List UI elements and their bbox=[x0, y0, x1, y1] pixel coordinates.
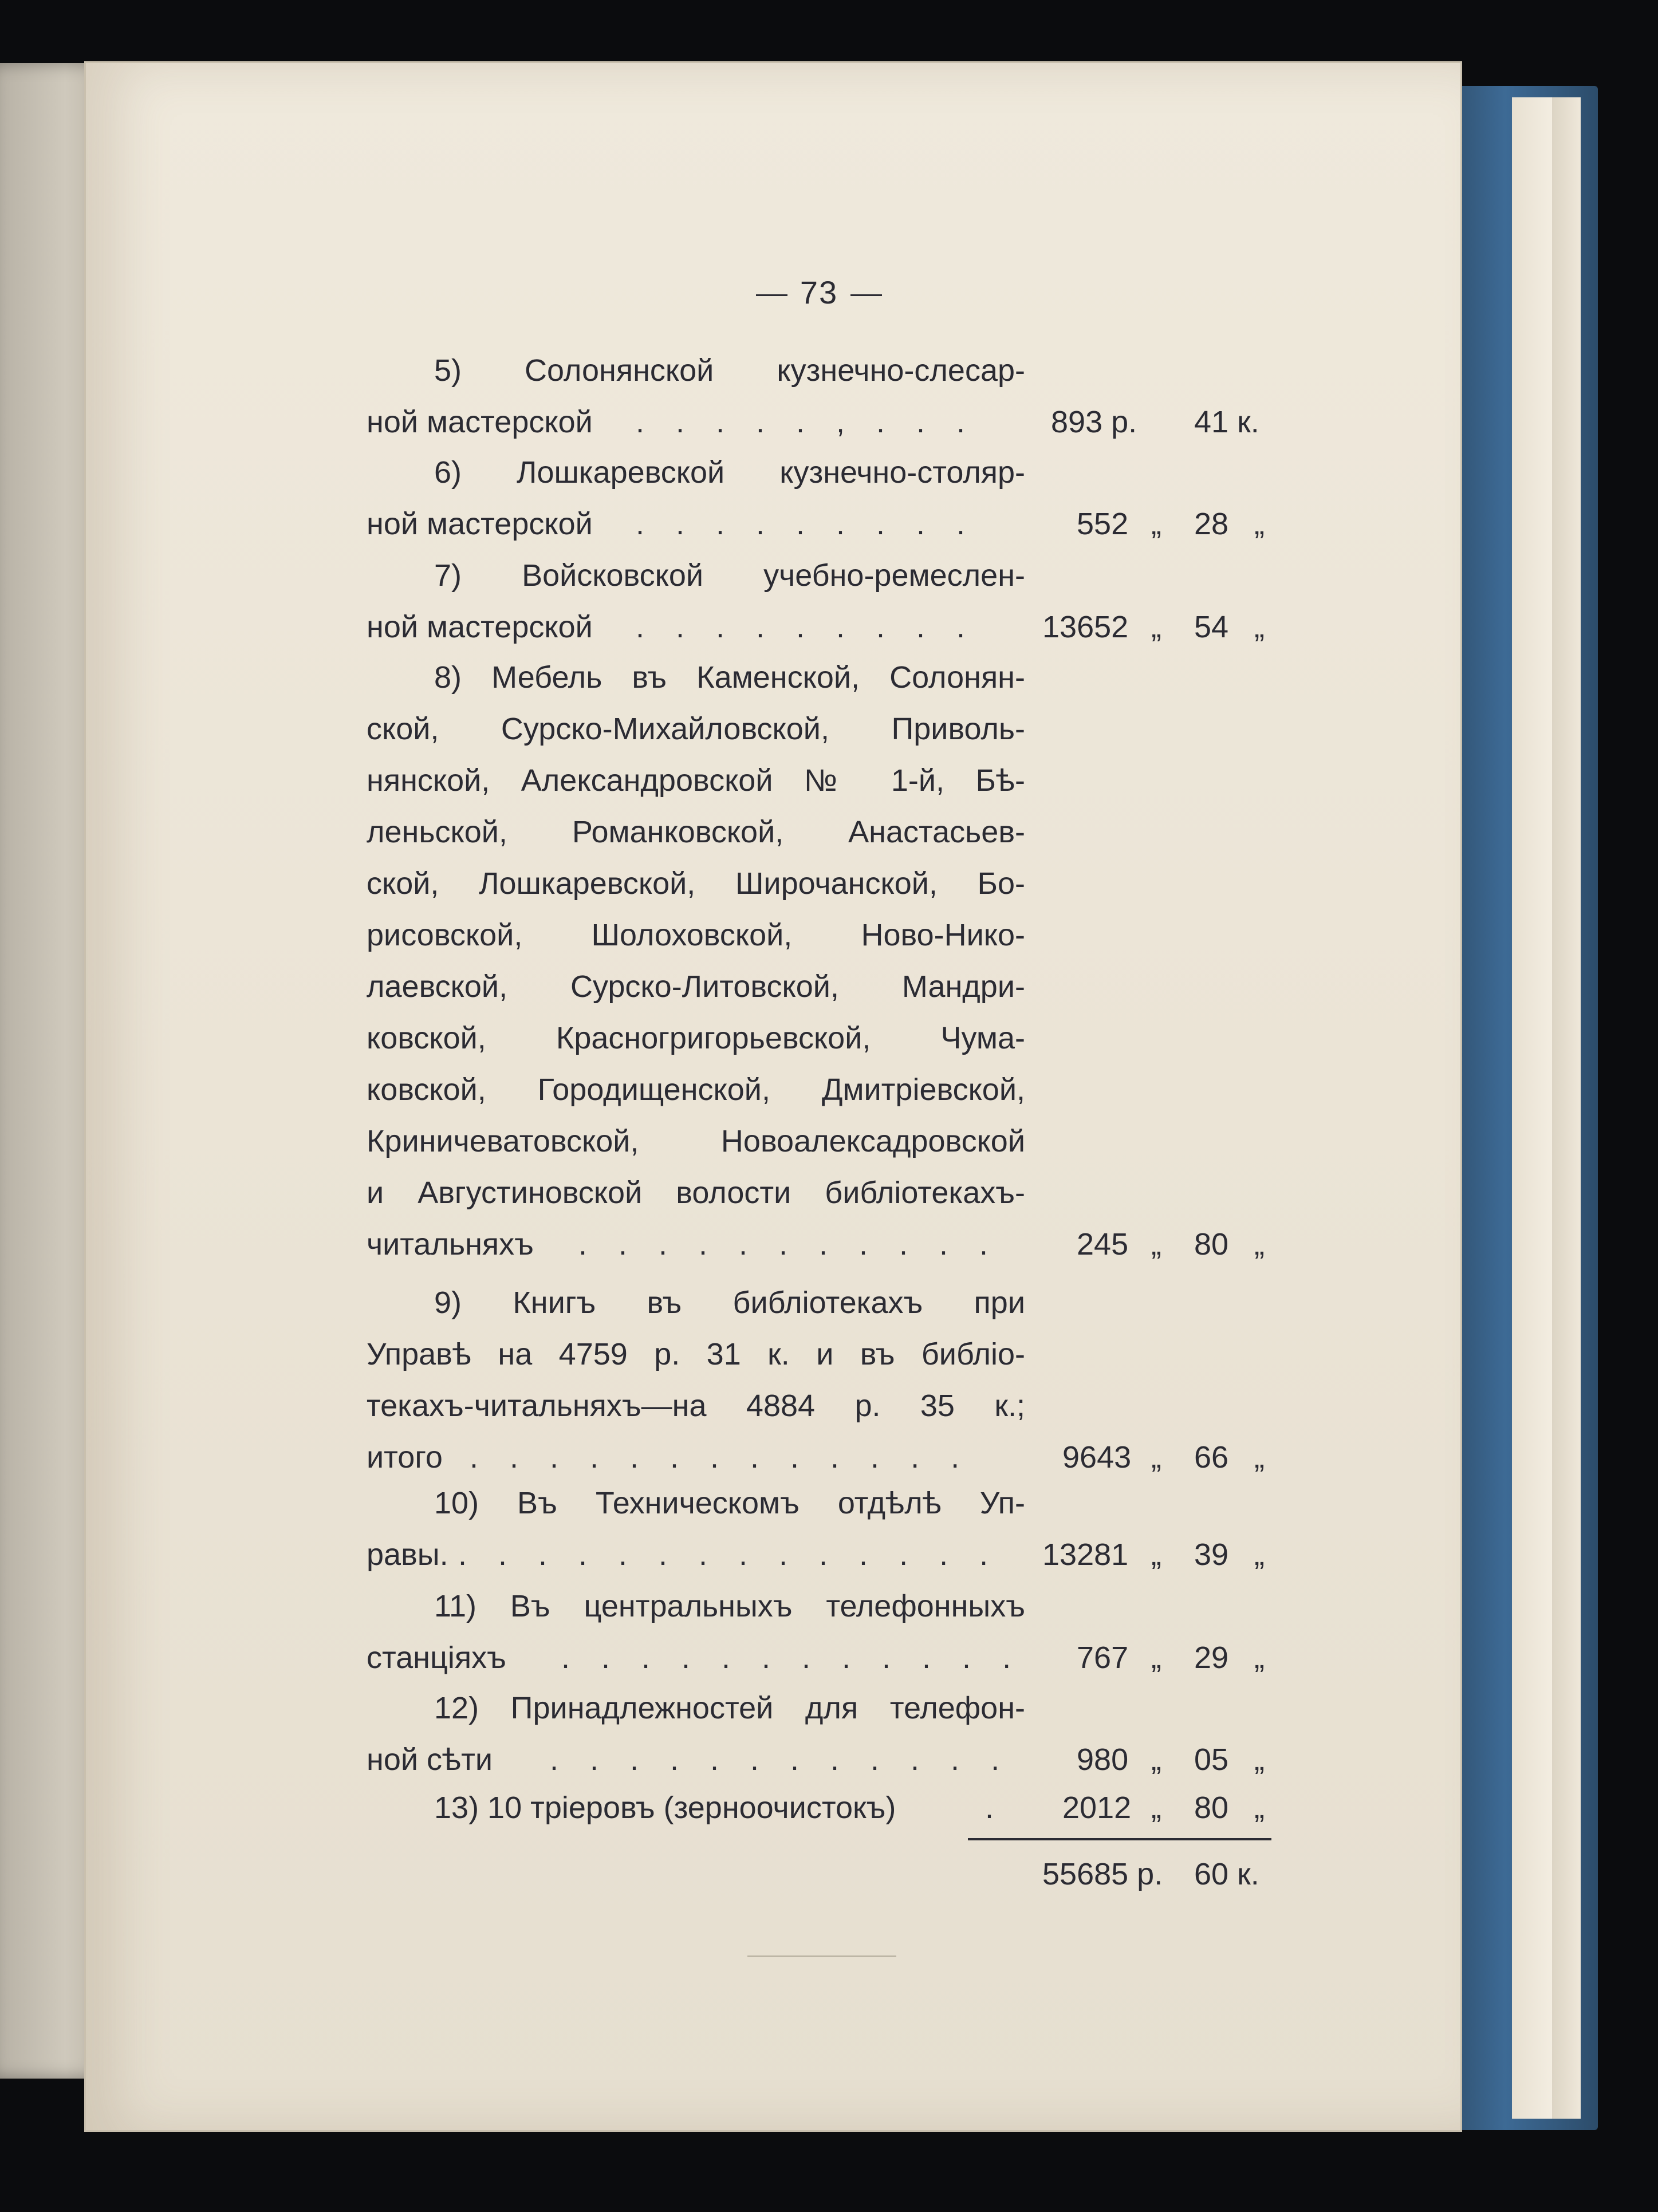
entry-line: рисовской, Шолоховской, Ново-Нико- bbox=[367, 918, 1025, 952]
entry-line: ной мастерской bbox=[367, 610, 593, 644]
amount-kopecks: 05 bbox=[1194, 1742, 1229, 1777]
entry-line: 7) Войсковской учебно-ремеслен- bbox=[434, 558, 1025, 593]
entry-line: читальняхъ bbox=[367, 1227, 534, 1261]
ditto-mark: „ bbox=[1151, 1742, 1161, 1777]
entry-13 bbox=[367, 1782, 1271, 1834]
entry-9 bbox=[367, 1277, 1271, 1483]
entry-amount-row bbox=[367, 1219, 1271, 1270]
entry-5 bbox=[367, 345, 1271, 448]
ditto-mark: „ bbox=[1151, 1227, 1161, 1261]
total-kopecks: 60 к. bbox=[1194, 1857, 1259, 1891]
entry-line: текахъ-читальняхъ—на 4884 р. 35 к.; bbox=[367, 1389, 1025, 1423]
entry-line: 10) Въ Техническомъ отдѣлѣ Уп- bbox=[434, 1486, 1025, 1520]
ditto-mark: „ bbox=[1254, 1440, 1265, 1474]
entry-line: ской, Сурско-Михайловской, Приволь- bbox=[367, 712, 1025, 746]
entry-amount-row bbox=[367, 1734, 1271, 1785]
ditto-mark: „ bbox=[1151, 1440, 1161, 1474]
entry-line: ковской, Красногригорьевской, Чума- bbox=[367, 1021, 1025, 1055]
entry-line: 11) Въ центральныхъ телефонныхъ bbox=[434, 1589, 1025, 1623]
total-amount-row bbox=[367, 1848, 1271, 1900]
entry-line: леньской, Романковской, Анастасьев- bbox=[367, 815, 1025, 849]
entry-line: нянской, Александровской № 1-й, Бѣ- bbox=[367, 763, 1025, 798]
entry-6 bbox=[367, 447, 1271, 550]
ditto-mark: „ bbox=[1254, 507, 1265, 541]
amount-rubles: 980 bbox=[1077, 1742, 1129, 1777]
total-row bbox=[367, 1848, 1271, 1900]
amount-kopecks: 29 bbox=[1194, 1641, 1229, 1675]
leader-dots: . . . . . , . . . bbox=[636, 405, 977, 439]
entry-amount-row bbox=[367, 1529, 1271, 1580]
ditto-mark: „ bbox=[1254, 1641, 1265, 1675]
entry-line: ной мастерской bbox=[367, 507, 593, 541]
ditto-mark: „ bbox=[1254, 1791, 1265, 1825]
ditto-mark: „ bbox=[1151, 610, 1161, 644]
amount-rubles: 2012 bbox=[1062, 1791, 1132, 1825]
amount-rubles: 13281 bbox=[1042, 1537, 1129, 1572]
amount-kopecks: 80 bbox=[1194, 1791, 1229, 1825]
amount-rubles: 13652 bbox=[1042, 610, 1129, 644]
leader-dots: . . . . . . . . . . . . . bbox=[470, 1440, 971, 1474]
entry-line: ковской, Городищенской, Дмитріевской, bbox=[367, 1073, 1025, 1107]
amount-rubles: 767 bbox=[1077, 1641, 1129, 1675]
leader-dots: . . . . . . . . . . . . bbox=[550, 1742, 1011, 1777]
amount-kopecks: 39 bbox=[1194, 1537, 1229, 1572]
leader-dots: . . . . . . . . . bbox=[636, 610, 977, 644]
amount-kopecks: 80 bbox=[1194, 1227, 1229, 1261]
leader-dots: . . . . . . . . . . . . . . bbox=[458, 1537, 1000, 1572]
end-rule bbox=[747, 1955, 896, 1957]
entry-amount-row bbox=[367, 498, 1271, 550]
leader-dots: . . . . . . . . . . . . bbox=[561, 1641, 1023, 1675]
entry-8 bbox=[367, 652, 1271, 1270]
entry-line: 13) 10 тріеровъ (зерноочистокъ) bbox=[434, 1791, 896, 1825]
ditto-mark: „ bbox=[1151, 507, 1161, 541]
entry-line: ской, Лошкаревской, Широчанской, Бо- bbox=[367, 866, 1025, 901]
entry-7 bbox=[367, 550, 1271, 653]
total-rubles: 55685 р. bbox=[1042, 1857, 1163, 1891]
entry-amount-row bbox=[367, 1782, 1271, 1834]
amount-rubles: 893 р. bbox=[1051, 405, 1137, 439]
entry-line: и Августиновской волости библіотекахъ- bbox=[367, 1176, 1025, 1210]
entry-line: 8) Мебель въ Каменской, Солонян- bbox=[434, 660, 1025, 695]
document-page bbox=[86, 63, 1460, 2130]
entry-12 bbox=[367, 1682, 1271, 1785]
entry-line: 6) Лошкаревской кузнечно-столяр- bbox=[434, 455, 1025, 490]
ditto-mark: „ bbox=[1254, 1227, 1265, 1261]
entry-line: равы. bbox=[367, 1537, 448, 1572]
ditto-mark: „ bbox=[1254, 1537, 1265, 1572]
entry-line: ной мастерской bbox=[367, 405, 593, 439]
page-stack bbox=[1512, 97, 1552, 2119]
entry-line: станціяхъ bbox=[367, 1641, 506, 1675]
entry-amount-row bbox=[367, 1432, 1271, 1483]
ditto-mark: „ bbox=[1254, 610, 1265, 644]
entry-line: 9) Книгъ въ библіотекахъ при bbox=[434, 1286, 1025, 1320]
entry-line: лаевской, Сурско-Литовской, Мандри- bbox=[367, 969, 1025, 1004]
amount-kopecks: 54 bbox=[1194, 610, 1229, 644]
ditto-mark: „ bbox=[1254, 1742, 1265, 1777]
entry-10 bbox=[367, 1477, 1271, 1580]
ditto-mark: „ bbox=[1151, 1641, 1161, 1675]
amount-kopecks: 66 bbox=[1194, 1440, 1229, 1474]
leader-dots: . bbox=[985, 1791, 1006, 1825]
entry-line: ной сѣти bbox=[367, 1742, 493, 1777]
entry-amount-row bbox=[367, 601, 1271, 653]
amount-kopecks: 28 bbox=[1194, 507, 1229, 541]
ditto-mark: „ bbox=[1151, 1537, 1161, 1572]
amount-rubles: 245 bbox=[1077, 1227, 1129, 1261]
entry-line: Управѣ на 4759 р. 31 к. и въ библіо- bbox=[367, 1337, 1025, 1371]
sum-rule bbox=[968, 1838, 1271, 1840]
entry-line: итого bbox=[367, 1440, 443, 1474]
entry-11 bbox=[367, 1580, 1271, 1683]
entry-line: Криничеватовской, Новоалексадровской bbox=[367, 1124, 1025, 1158]
amount-rubles: 9643 bbox=[1062, 1440, 1132, 1474]
ditto-mark: „ bbox=[1151, 1791, 1161, 1825]
page-number: 73 bbox=[367, 267, 1271, 318]
entry-line: 12) Принадлежностей для телефон- bbox=[434, 1691, 1025, 1725]
entry-amount-row bbox=[367, 1632, 1271, 1683]
leader-dots: . . . . . . . . . . . bbox=[578, 1227, 1000, 1261]
entry-amount-row bbox=[367, 396, 1271, 448]
entry-line: 5) Солонянской кузнечно-слесар- bbox=[434, 353, 1025, 388]
amount-kopecks: 41 к. bbox=[1194, 405, 1259, 439]
amount-rubles: 552 bbox=[1077, 507, 1129, 541]
leader-dots: . . . . . . . . . bbox=[636, 507, 977, 541]
